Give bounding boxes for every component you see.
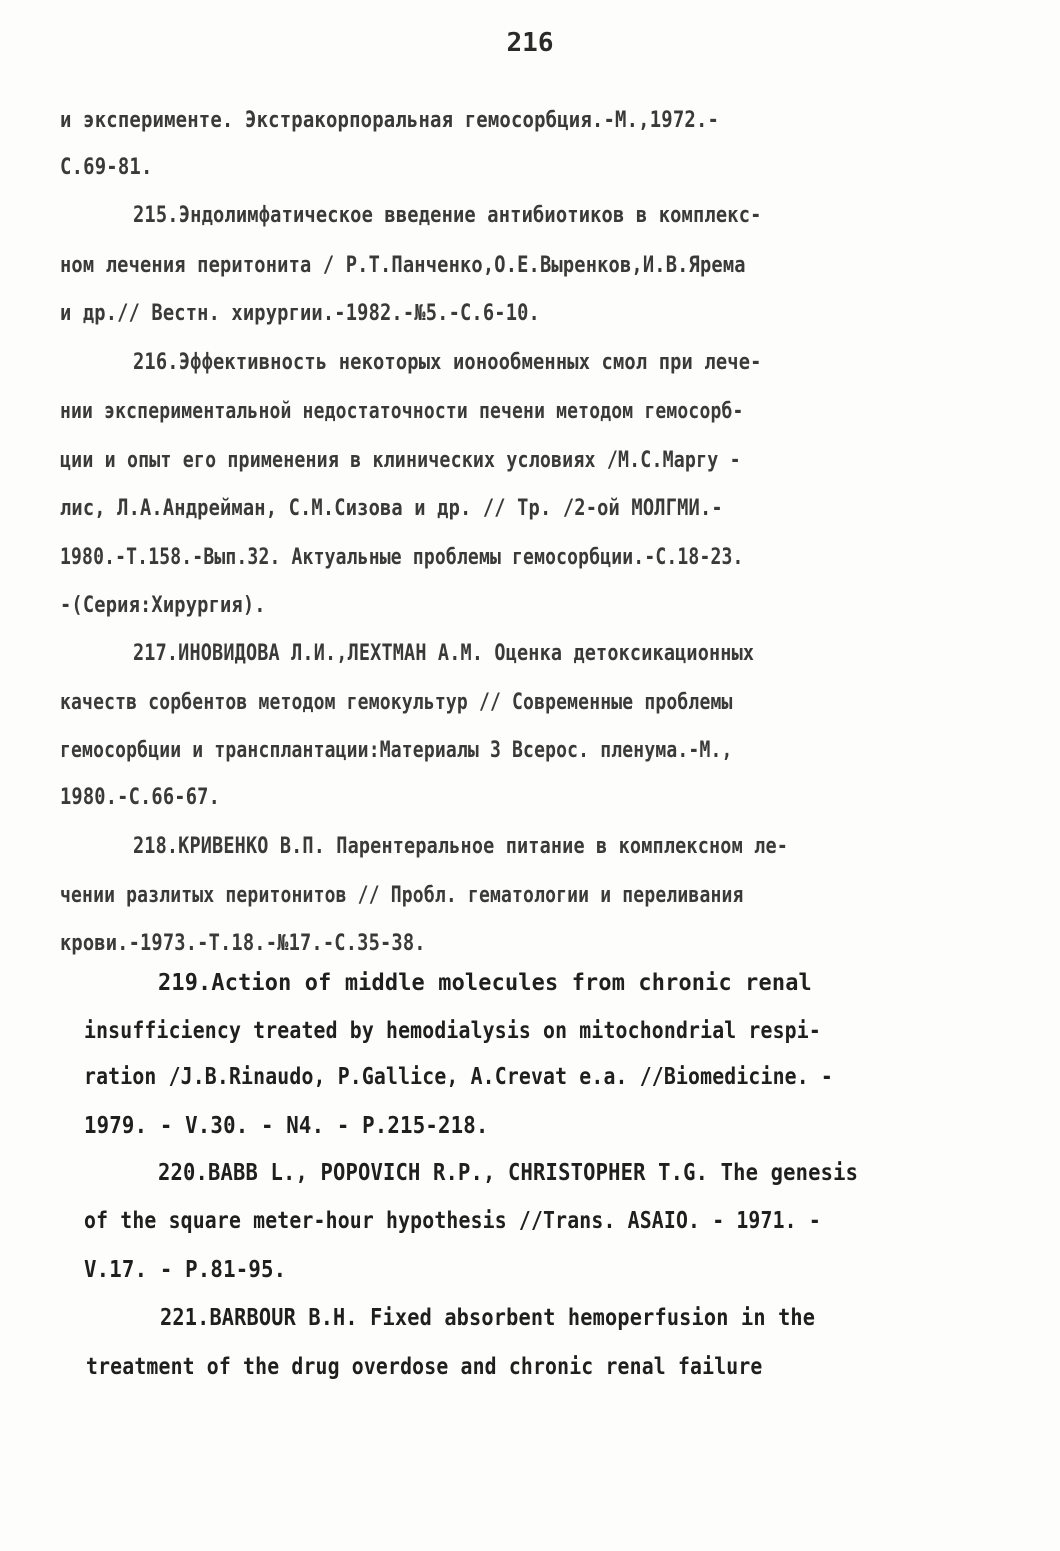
reference-217-line: 217.ИНОВИДОВА Л.И.,ЛЕХТМАН А.М. Оценка детоксикационных: [133, 641, 755, 666]
reference-218-line: 218.КРИВЕНКО В.П. Парентеральное питание в комплексном ле-: [133, 834, 789, 859]
reference-215-line: 215.Эндолимфатическое введение антибиотиков в комплекс-: [133, 203, 762, 228]
text-line: качеств сорбентов методом гемокультур // Современные проблемы: [60, 690, 733, 715]
text-line: и др.// Вестн. хирургии.-1982.-№5.-С.6-10.: [60, 301, 540, 326]
reference-221-line: 221.BARBOUR B.H. Fixed absorbent hemoperfusion in the: [160, 1305, 816, 1331]
text-line: гемосорбции и трансплантации:Материалы 3 Всерос. пленума.-М.,: [60, 738, 733, 763]
text-line: нии экспериментальной недостаточности печени методом гемосорб-: [60, 399, 744, 424]
text-line: of the square meter-hour hypothesis //Trans. ASAIO. - 1971. -: [84, 1208, 821, 1234]
text-line: крови.-1973.-Т.18.-№17.-С.35-38.: [60, 931, 426, 956]
text-line: чении разлитых перитонитов // Пробл. гематологии и переливания: [60, 883, 744, 908]
text-line: С.69-81.: [60, 155, 153, 180]
reference-216-line: 216.Эффективность некоторых ионообменных смол при лече-: [133, 350, 762, 375]
text-line: -(Серия:Хирургия).: [60, 593, 266, 618]
text-line: лис, Л.А.Андрейман, С.М.Сизова и др. // Тр. /2-ой МОЛГМИ.-: [60, 496, 723, 521]
reference-220-line: 220.BABB L., POPOVICH R.P., CHRISTOPHER T.G. The genesis: [158, 1160, 859, 1186]
text-line: и эксперименте. Экстракорпоральная гемосорбция.-М.,1972.-: [60, 108, 720, 133]
text-line: insufficiency treated by hemodialysis on mitochondrial respi-: [84, 1018, 821, 1044]
text-line: ration /J.B.Rinaudo, P.Gallice, A.Crevat e.a. //Biomedicine. -: [84, 1064, 834, 1090]
text-line: V.17. - P.81-95.: [84, 1257, 287, 1283]
text-line: 1979. - V.30. - N4. - P.215-218.: [84, 1113, 489, 1139]
text-line: 1980.-Т.158.-Вып.32. Актуальные проблемы гемосорбции.-С.18-23.: [60, 545, 744, 570]
reference-219-line: 219.Action of middle molecules from chronic renal: [158, 970, 812, 996]
page-number: 216: [506, 28, 554, 58]
text-line: ции и опыт его применения в клинических условиях /М.С.Маргу -: [60, 448, 741, 473]
text-line: 1980.-С.66-67.: [60, 785, 220, 810]
text-line: ном лечения перитонита / Р.Т.Панченко,О.Е.Выренков,И.В.Ярема: [60, 253, 746, 278]
text-line: treatment of the drug overdose and chronic renal failure: [86, 1354, 763, 1380]
